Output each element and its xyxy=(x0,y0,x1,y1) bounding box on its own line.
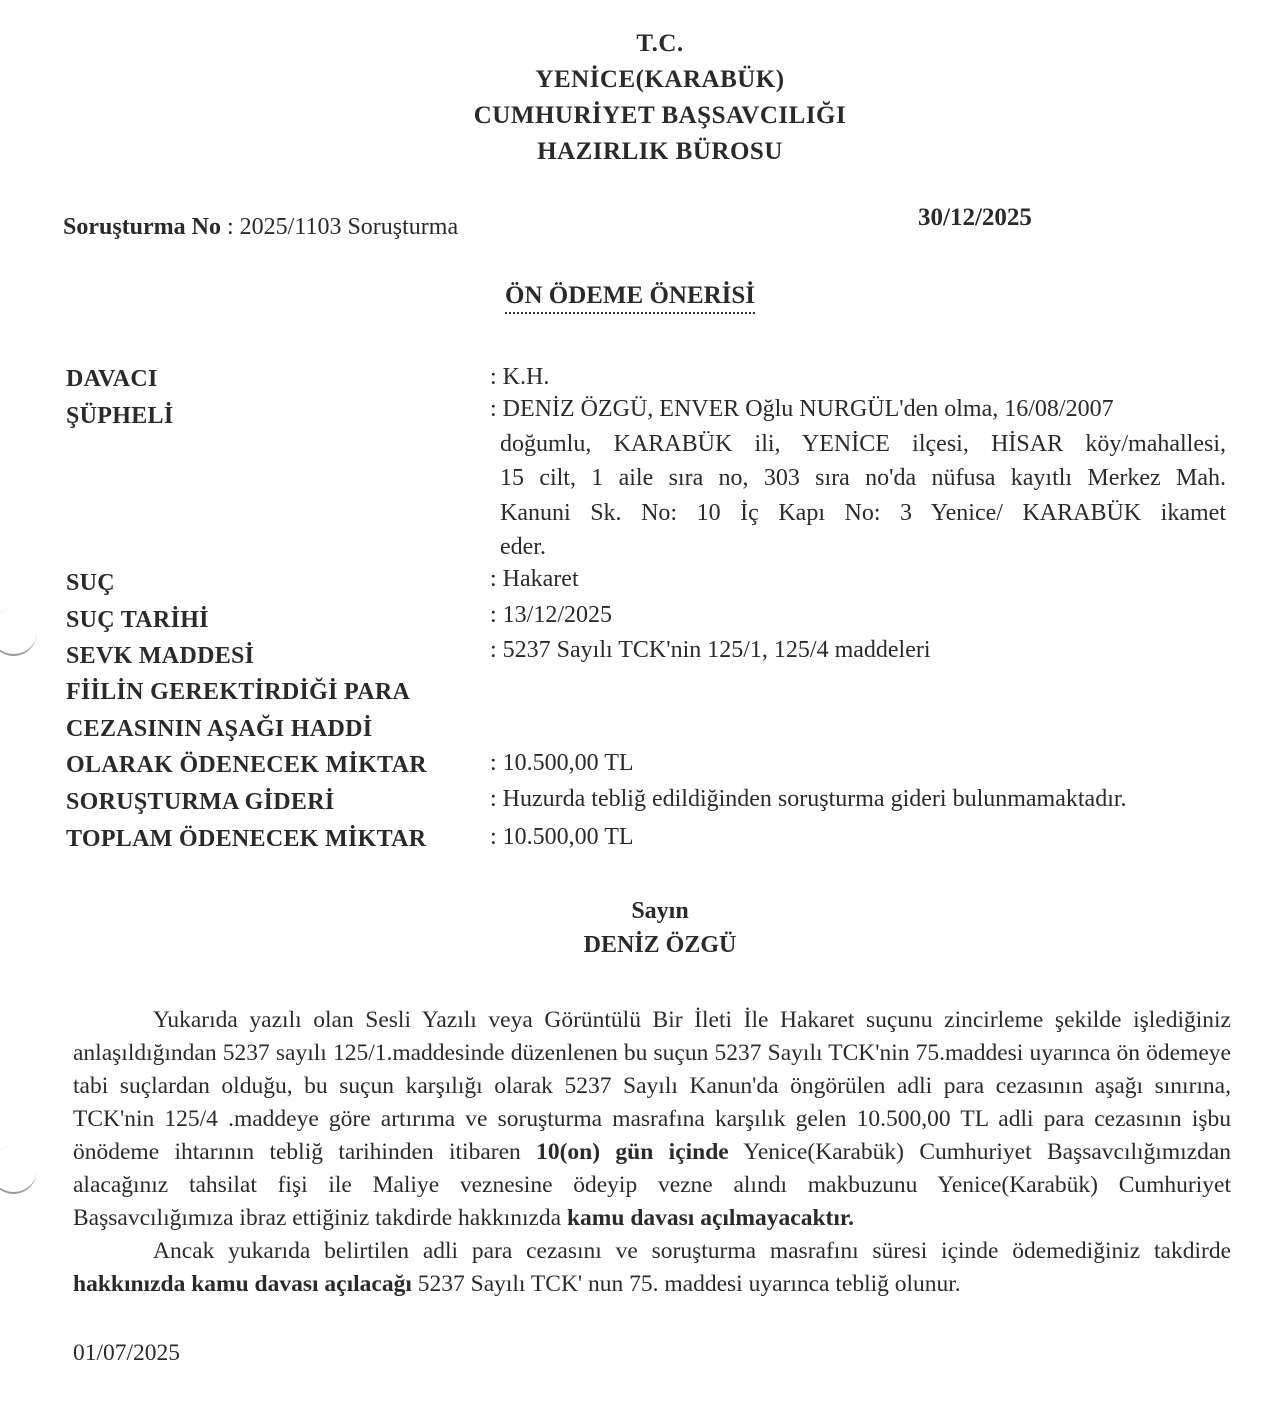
article-value: : 5237 Sayılı TCK'nin 125/1, 125/4 maddeleri xyxy=(490,637,931,663)
investigation-number-label: Soruşturma No xyxy=(63,214,222,240)
document-header xyxy=(380,26,940,170)
notice-text: Yenice(Karabük) Cumhuriyet Başsavcılığımızdan alacağınız tahsilat fişi ile Maliye veznesine ödeyip vezne alındı makbuzunu Yenice(Karabük) Cumhuriyet Başsavcılığımıza ibraz ettiğiniz takdirde hakkınızda xyxy=(73,1139,1232,1231)
suspect-label: ŞÜPHELİ xyxy=(66,403,174,429)
fine-label-line1: FİİLİN GEREKTİRDİĞİ PARA xyxy=(66,679,411,705)
fine-label-line3: OLARAK ÖDENECEK MİKTAR xyxy=(66,752,427,778)
notice-text: 5237 Sayılı TCK' nun 75. maddesi uyarınca tebliğ olunur. xyxy=(411,1271,961,1297)
lawsuit-statement: hakkınızda kamu davası açılacağı xyxy=(73,1271,412,1297)
suspect-line: 15 cilt, 1 aile sıra no, 303 sıra no'da nüfusa kayıtlı Merkez Mah. xyxy=(500,465,1226,491)
cost-label: SORUŞTURMA GİDERİ xyxy=(66,789,335,815)
header-line-district: YENİCE(KARABÜK) xyxy=(535,66,785,93)
punch-hole-bottom xyxy=(0,1146,37,1194)
document-title: ÖN ÖDEME ÖNERİSİ xyxy=(505,282,755,314)
suspect-line: : DENİZ ÖZGÜ, ENVER Oğlu NURGÜL'den olma, 16/08/2007 xyxy=(490,396,1114,422)
punch-hole-top xyxy=(0,608,37,656)
payment-deadline: 10(on) gün içinde xyxy=(536,1139,729,1165)
suspect-line: doğumlu, KARABÜK ili, YENİCE ilçesi, HİSAR köy/mahallesi, xyxy=(500,430,1226,457)
cost-value: : Huzurda tebliğ edildiğinden soruşturma gideri bulunmamaktadır. xyxy=(490,786,1127,812)
fine-value: : 10.500,00 TL xyxy=(490,750,634,776)
footer-date: 01/07/2025 xyxy=(73,1340,181,1366)
total-value: : 10.500,00 TL xyxy=(490,824,634,850)
notice-text: Yukarıda yazılı olan Sesli Yazılı veya Görüntülü Bir İleti İle Hakaret suçunu zincirleme şekilde işlediğiniz anlaşıldığından 5237 sayılı 125/1.maddesinde düzenlenen bu suçun 5237 Sayılı TCK'nin 75.maddesi uyarınca ön ödemeye tabi suçlardan olduğu, bu suçun karşılığı olarak 5237 Sayılı Kanun'da öngörülen adli para cezasının aşağı sınırına, TCK'nin 125/4 .maddeye göre artırıma ve soruşturma masrafına karşılık gelen 10.500,00 TL adli para cezasının işbu önödeme ihtarının tebliğ tarihinden itibaren xyxy=(73,1007,1231,1165)
plaintiff-value: : K.H. xyxy=(490,364,550,390)
suspect-line: Kanuni Sk. No: 10 İç Kapı No: 3 Yenice/ KARABÜK ikamet xyxy=(500,499,1226,526)
crime-value: : Hakaret xyxy=(490,566,579,592)
suspect-line: eder. xyxy=(500,534,546,560)
crime-date-label: SUÇ TARİHİ xyxy=(66,607,209,633)
suspect-details xyxy=(490,392,1226,565)
notice-paragraph-1 xyxy=(73,1004,1231,1235)
article-label: SEVK MADDESİ xyxy=(66,643,255,669)
header-line-tc: T.C. xyxy=(636,30,684,57)
investigation-number xyxy=(63,214,458,241)
header-line-office: CUMHURİYET BAŞSAVCILIĞI xyxy=(473,102,847,129)
plaintiff-label: DAVACI xyxy=(66,366,158,392)
notice-text: Ancak yukarıda belirtilen adli para cezasını ve soruşturma masrafını süresi içinde ödemediğiniz takdirde xyxy=(153,1238,1231,1264)
crime-label: SUÇ xyxy=(66,570,115,596)
document-date: 30/12/2025 xyxy=(918,204,1032,231)
investigation-number-value: : 2025/1103 Soruşturma xyxy=(227,214,459,240)
notice-body xyxy=(73,1004,1231,1301)
crime-date-value: : 13/12/2025 xyxy=(490,602,613,628)
salutation-name: DENİZ ÖZGÜ xyxy=(583,932,737,958)
salutation-greeting: Sayın xyxy=(631,898,689,924)
total-label: TOPLAM ÖDENECEK MİKTAR xyxy=(66,826,427,852)
notice-paragraph-2 xyxy=(73,1235,1231,1301)
header-line-bureau: HAZIRLIK BÜROSU xyxy=(537,138,783,165)
fine-label-line2: CEZASININ AŞAĞI HADDİ xyxy=(66,716,373,742)
no-lawsuit-statement: kamu davası açılmayacaktır. xyxy=(566,1205,855,1231)
